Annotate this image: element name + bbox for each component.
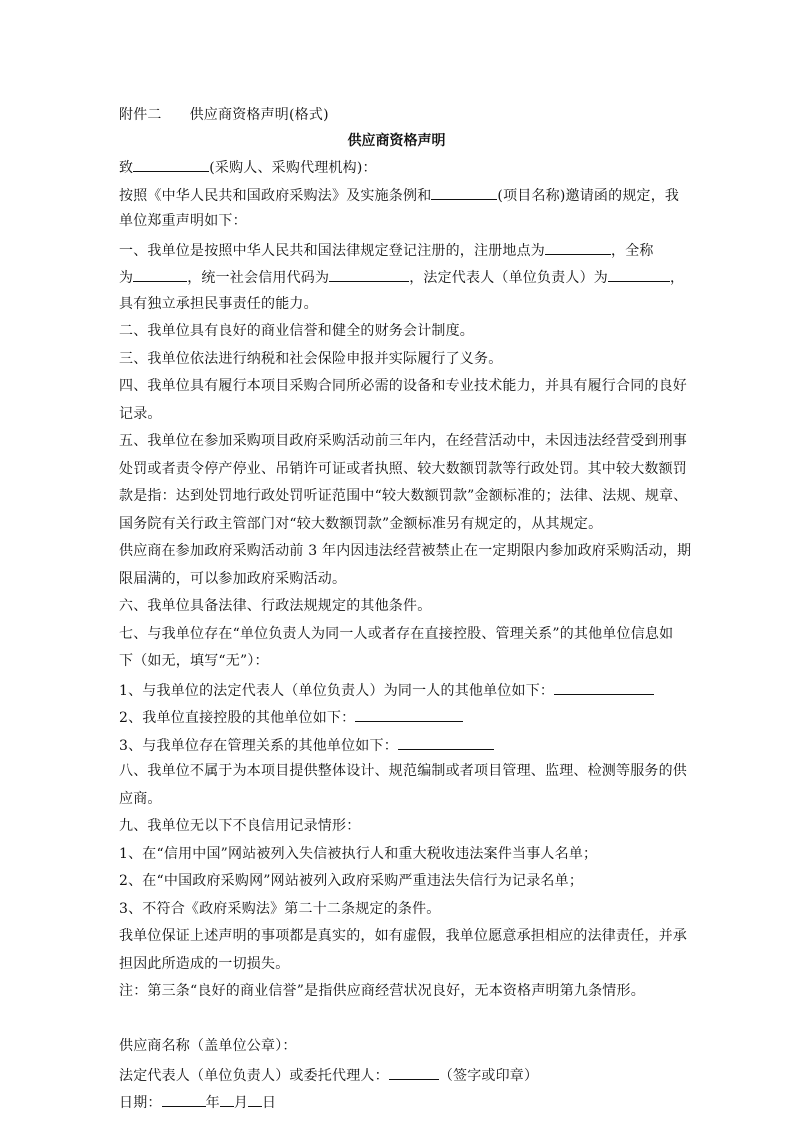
paragraph-line: 下（如无，填写“无”）： (119, 653, 269, 669)
date-line (119, 1093, 679, 1111)
paragraph-line: 3、不符合《政府采购法》第二十二条规定的条件。 (119, 901, 441, 917)
text: 按照《中华人民共和国政府采购法》及实施条例和 (119, 188, 432, 204)
legal-rep-signature-line (119, 1066, 679, 1084)
paragraph-line: 国务院有关行政主管部门对“较大数额罚款”金额标准另有规定的，从其规定。 (119, 516, 603, 532)
document-title: 供应商资格声明 (347, 133, 446, 149)
paragraph-line: 具有独立承担民事责任的能力。 (119, 296, 318, 312)
text: 2、我单位直接控股的其他单位如下： (119, 710, 356, 726)
paragraph-line: 二、我单位具有良好的商业信誉和健全的财务会计制度。 (119, 323, 474, 339)
paragraph-line: 单位郑重声明如下： (119, 213, 247, 229)
note-line: 注：第三条“良好的商业信誉”是指供应商经营状况良好，无本资格声明第九条情形。 (119, 983, 645, 999)
month-blank[interactable] (220, 1093, 234, 1107)
paragraph-line (119, 736, 679, 754)
paragraph-line: 供应商在参加政府采购活动前 3 年内因违法经营被禁止在一定期限内参加政府采购活动，期 (119, 543, 692, 559)
paragraph-line: 1、在“信用中国”网站被列入失信被执行人和重大税收违法案件当事人名单； (119, 846, 598, 862)
text: 日期： (119, 1095, 162, 1111)
project-name-blank[interactable] (431, 186, 497, 200)
addressee-blank[interactable] (133, 158, 209, 172)
text: （签字或印章） (438, 1068, 539, 1084)
paragraph-line: 三、我单位依法进行纳税和社会保险申报并实际履行了义务。 (119, 351, 503, 367)
paragraph-line: 九、我单位无以下不良信用记录情形： (119, 818, 361, 834)
controlled-units-blank[interactable] (355, 708, 463, 722)
managed-units-blank[interactable] (398, 736, 494, 750)
text: 日 (262, 1095, 277, 1111)
paragraph-line: 五、我单位在参加采购项目政府采购活动前三年内，在经营活动中，未因违法经营受到刑事 (119, 433, 687, 449)
text: 一、我单位是按照中华人民共和国法律规定登记注册的，注册地点为 (119, 243, 545, 259)
registration-place-blank[interactable] (545, 241, 611, 255)
paragraph-line: 七、与我单位存在“单位负责人为同一人或者存在直接控股、管理关系”的其他单位信息如 (119, 626, 674, 642)
text: ，法定代表人（单位负责人）为 (409, 270, 609, 286)
text: 为 (119, 270, 134, 286)
attachment-label: 附件二 (119, 107, 162, 123)
attachment-subtitle: 供应商资格声明(格式) (189, 107, 329, 123)
text: 致 (119, 160, 134, 176)
full-name-blank[interactable] (133, 268, 187, 282)
paragraph-line: 处罚或者责令停产停业、吊销许可证或者执照、较大数额罚款等行政处罚。其中较大数额罚 (119, 461, 687, 477)
addressee-line (119, 158, 679, 176)
paragraph-line: 记录。 (119, 406, 162, 422)
text: 法定代表人（单位负责人）或委托代理人： (119, 1068, 389, 1084)
supplier-name-line: 供应商名称（盖单位公章）： (119, 1038, 297, 1054)
text: 1、与我单位的法定代表人（单位负责人）为同一人的其他单位如下： (119, 683, 555, 699)
paragraph-line: 四、我单位具有履行本项目采购合同所必需的设备和专业技术能力，并具有履行合同的良好 (119, 378, 687, 394)
paragraph-line: 款是指：达到处罚地行政处罚听证范围中“较大数额罚款”金额标准的；法律、法规、规章、 (119, 488, 688, 504)
paragraph-line (119, 708, 679, 726)
paragraph-line: 应商。 (119, 791, 162, 807)
credit-code-blank[interactable] (329, 268, 409, 282)
text: ，全称 (611, 243, 654, 259)
same-person-units-blank[interactable] (554, 681, 654, 695)
paragraph-line: 六、我单位具备法律、行政法规规定的其他条件。 (119, 598, 432, 614)
paragraph-line (119, 241, 679, 259)
text: (项目名称)邀请函的规定，我 (497, 188, 680, 204)
text: ，统一社会信用代码为 (187, 270, 330, 286)
paragraph-line (119, 268, 685, 286)
attachment-header (119, 107, 679, 123)
paragraph-line: 限届满的，可以参加政府采购活动。 (119, 571, 347, 587)
text: 月 (233, 1095, 249, 1111)
legal-rep-blank[interactable] (608, 268, 670, 282)
text: 年 (205, 1095, 220, 1111)
paragraph-line: 担因此所造成的一切损失。 (119, 956, 290, 972)
paragraph-line: 我单位保证上述声明的事项都是真实的，如有虚假，我单位愿意承担相应的法律责任，并承 (119, 928, 687, 944)
signature-blank[interactable] (389, 1066, 439, 1080)
year-blank[interactable] (162, 1093, 206, 1107)
text: 3、与我单位存在管理关系的其他单位如下： (119, 738, 398, 754)
text: ， (670, 270, 685, 286)
paragraph-line: 2、在“中国政府采购网”网站被列入政府采购严重违法失信行为记录名单； (119, 873, 584, 889)
text: (采购人、采购代理机构)： (209, 160, 377, 176)
day-blank[interactable] (248, 1093, 262, 1107)
paragraph-line (119, 681, 679, 699)
paragraph-line (119, 186, 679, 204)
paragraph-line: 八、我单位不属于为本项目提供整体设计、规范编制或者项目管理、监理、检测等服务的供 (119, 763, 687, 779)
